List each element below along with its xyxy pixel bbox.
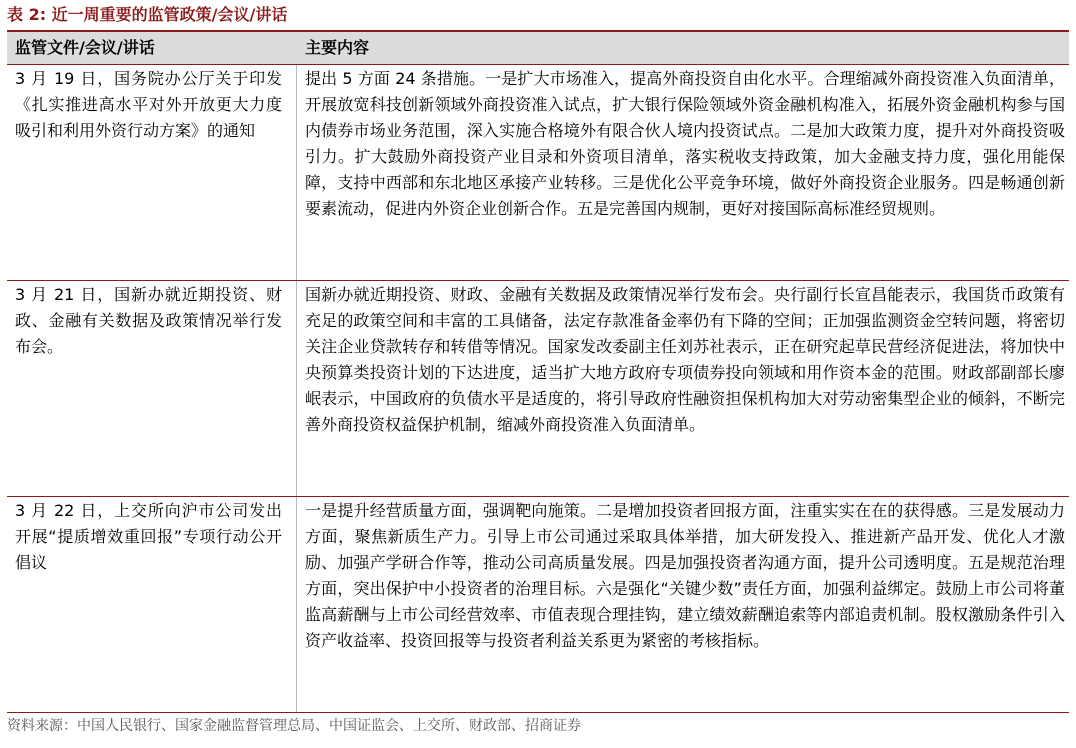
table-row (7, 281, 1069, 497)
document-page (7, 0, 1069, 739)
row-document-cell: 3 月 22 日，上交所向沪市公司发出开展“提质增效重回报”专项行动公开倡议 (7, 497, 297, 712)
table-title-text: 表 2: 近一周重要的监管政策/会议/讲话 (7, 5, 288, 24)
header-cell-document: 监管文件/会议/讲话 (15, 38, 155, 57)
table-row (7, 497, 1069, 713)
table-title (7, 0, 1069, 30)
row-document-cell: 3 月 21 日，国新办就近期投资、财政、金融有关数据及政策情况举行发布会。 (7, 281, 297, 496)
row-content-cell: 一是提升经营质量方面，强调靶向施策。二是增加投资者回报方面，注重实实在在的获得感。三是发展动力方面，聚焦新质生产力。引导上市公司通过采取具体举措，加大研发投入、推进新产品开发、优化人才激励、加强产学研合作等，推动公司高质量发展。四是加强投资者沟通方面，提升公司透明度。五是规范治理方面，突出保护中小投资者的治理目标。六是强化“关键少数”责任方面，加强利益绑定。鼓励上市公司将董监高薪酬与上市公司经营效率、市值表现合理挂钩，建立绩效薪酬追索等内部追责机制。股权激励条件引入资产收益率、投资回报等与投资者利益关系更为紧密的考核指标。 (305, 501, 1065, 650)
row-content-cell: 国新办就近期投资、财政、金融有关数据及政策情况举行发布会。央行副行长宣昌能表示，我国货币政策有充足的政策空间和丰富的工具储备，法定存款准备金率仍有下降的空间；正加强监测资金空转问题，将密切关注企业贷款转存和转借等情况。国家发改委副主任刘苏社表示，正在研究起草民营经济促进法，将加快中央预算类投资计划的下达进度，适当扩大地方政府专项债券投向领域和用作资本金的范围。财政部副部长廖岷表示，中国政府的负债水平是适度的，将引导政府性融资担保机构加大对劳动密集型企业的倾斜，不断完善外商投资权益保护机制，缩减外商投资准入负面清单。 (305, 285, 1065, 434)
header-cell-content: 主要内容 (305, 38, 370, 57)
row-document-cell: 3 月 19 日，国务院办公厅关于印发《扎实推进高水平对外开放更大力度吸引和利用外资行动方案》的通知 (7, 65, 297, 280)
table-row (7, 65, 1069, 281)
row-content-cell: 提出 5 方面 24 条措施。一是扩大市场准入，提高外商投资自由化水平。合理缩减外商投资准入负面清单，开展放宽科技创新领域外商投资准入试点，扩大银行保险领域外资金融机构准入，拓展外资金融机构参与国内债券市场业务范围，深入实施合格境外有限合伙人境内投资试点。二是加大政策力度，提升对外商投资吸引力。扩大鼓励外商投资产业目录和外资项目清单，落实税收支持政策，加大金融支持力度，强化用能保障，支持中西部和东北地区承接产业转移。三是优化公平竞争环境，做好外商投资企业服务。四是畅通创新要素流动，促进内外资企业创新合作。五是完善国内规制，更好对接国际高标准经贸规则。 (305, 69, 1065, 218)
source-note: 资料来源：中国人民银行、国家金融监督管理总局、中国证监会、上交所、财政部、招商证券 (7, 718, 581, 734)
table-header-row (7, 32, 1069, 65)
